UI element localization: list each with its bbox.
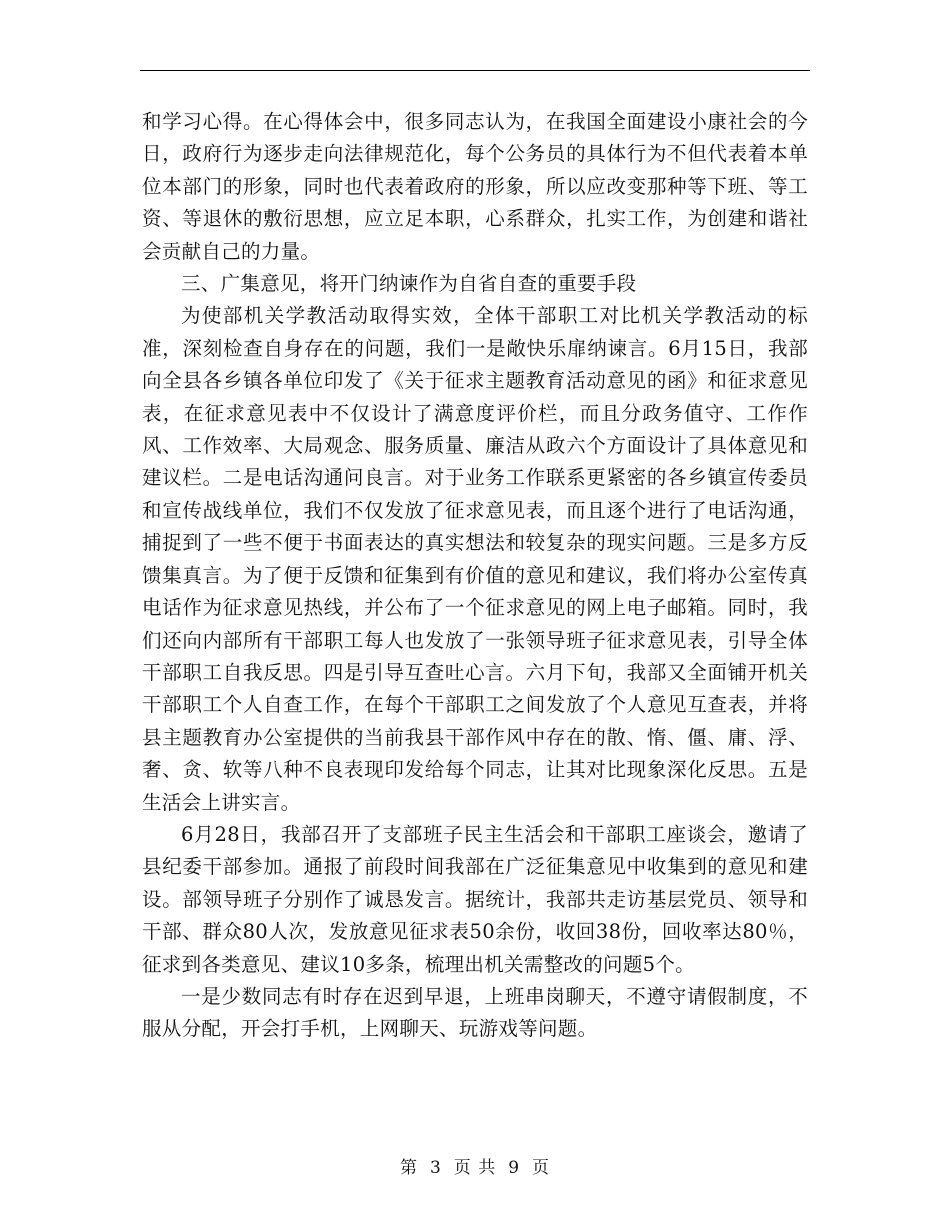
document-body — [142, 106, 808, 1046]
current-page-number: 3 — [429, 1158, 442, 1178]
footer-middle: 页 共 — [453, 1158, 497, 1178]
total-pages-number: 9 — [508, 1158, 521, 1178]
paragraph: 一是少数同志有时存在迟到早退，上班串岗聊天，不遵守请假制度，不服从分配，开会打手机，上网聊天、玩游戏等问题。 — [142, 984, 808, 1041]
footer-prefix: 第 — [399, 1158, 418, 1178]
section-heading: 三、广集意见，将开门纳谏作为自省自查的重要手段 — [181, 272, 637, 296]
paragraph: 6月28日，我部召开了支部班子民主生活会和干部职工座谈会，邀请了县纪委干部参加。通报了前段时间我部在广泛征集意见中收集到的意见和建设。部领导班子分别作了诚恳发言。据统计，我部共走访基层党员、领导和干部、群众80人次，发放意见征求表50余份，收回38份，回收率达80％，征求到各类意见、建议10多条，梳理出机关需整改的问题5个。 — [142, 822, 808, 976]
footer-suffix: 页 — [532, 1158, 551, 1178]
page-footer — [0, 1153, 950, 1178]
paragraph-continuation: 和学习心得。在心得体会中，很多同志认为，在我国全面建设小康社会的今日，政府行为逐步走向法律规范化，每个公务员的具体行为不但代表着本单位本部门的形象，同时也代表着政府的形象，所以应改变那种等下班、等工资、等退休的敷衍思想，应立足本职，心系群众，扎实工作，为创建和谐社会贡献自己的力量。 — [142, 110, 808, 263]
paragraph: 为使部机关学教活动取得实效，全体干部职工对比机关学教活动的标准，深刻检查自身存在的问题，我们一是敞快乐扉纳谏言。6月15日，我部向全县各乡镇各单位印发了《关于征求主题教育活动意见的函》和征求意见表，在征求意见表中不仅设计了满意度评价栏，而且分政务值守、工作作风、工作效率、大局观念、服务质量、廉洁从政六个方面设计了具体意见和建议栏。二是电话沟通问良言。对于业务工作联系更紧密的各乡镇宣传委员和宣传战线单位，我们不仅发放了征求意见表，而且逐个进行了电话沟通，捕捉到了一些不便于书面表达的真实想法和较复杂的现实问题。三是多方反馈集真言。为了便于反馈和征集到有价值的意见和建议，我们将办公室传真电话作为征求意见热线，并公布了一个征求意见的网上电子邮箱。同时，我们还向内部所有干部职工每人也发放了一张领导班子征求意见表，引导全体干部职工自我反思。四是引导互查吐心言。六月下旬，我部又全面铺开机关干部职工个人自查工作，在每个干部职工之间发放了个人意见互查表，并将县主题教育办公室提供的当前我县干部作风中存在的散、惰、僵、庸、浮、奢、贪、软等八种不良表现印发给每个同志，让其对比现象深化反思。五是生活会上讲实言。 — [142, 304, 808, 814]
header-rule — [140, 70, 810, 71]
